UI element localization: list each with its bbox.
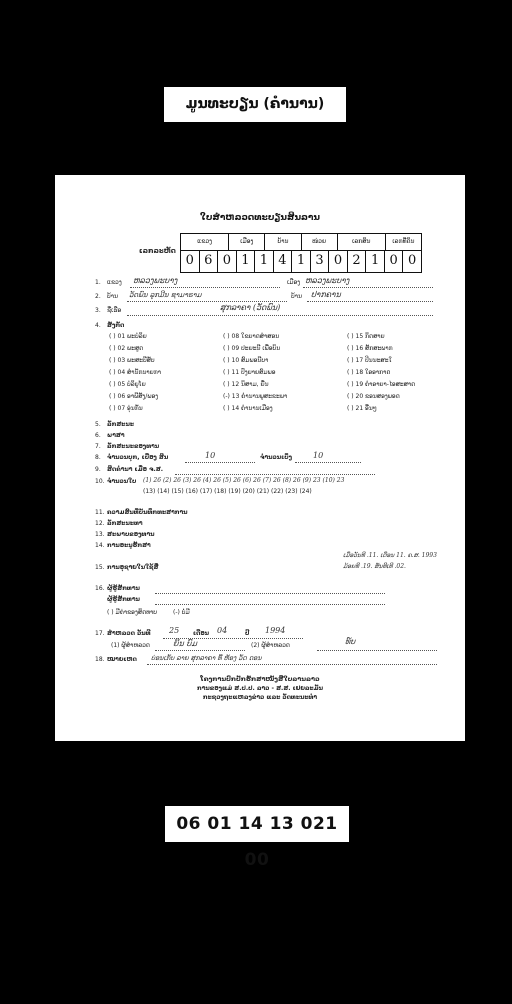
category-item: ( ) 02 ພະສູດ bbox=[109, 345, 144, 352]
row-7-number: 7. bbox=[95, 443, 101, 450]
category-item: ( ) 15 ກິດສາຍ bbox=[347, 333, 385, 340]
grid-digit: 0 bbox=[181, 250, 200, 272]
remarks-line bbox=[147, 664, 437, 665]
category-item: ( ) 12 ນິສາມ, ຍື່ນ bbox=[223, 381, 269, 388]
row-15-date-2: ມ້ອຍທີ .19. ສັນທີເທີ .02. bbox=[343, 563, 406, 570]
grid-digit: 0 bbox=[385, 250, 404, 272]
row-10-value: (1) 26 (2) 26 (3) 26 (4) 26 (5) 26 (6) 26 (7) 26 (8) 26 (9) 23 (10) 23 bbox=[143, 477, 345, 484]
row-9-label: ສິດຄຳນາ ເມື່ອ ຈ.ສ. bbox=[107, 466, 163, 473]
grid-header-land: ເລກທີ່ດິນ bbox=[392, 238, 415, 245]
survey-year-label: ປີ bbox=[245, 630, 250, 637]
grid-header-district: ເມືອງ bbox=[229, 234, 265, 250]
row-18-label: ໝາຍເຫດ bbox=[107, 656, 137, 663]
survey-form-page bbox=[55, 175, 465, 741]
row-18-number: 18. bbox=[95, 656, 105, 663]
row-16-number: 16. bbox=[95, 585, 105, 592]
row-1-label: ແຂວງ bbox=[107, 279, 122, 286]
row-2-line-2 bbox=[307, 301, 433, 302]
grid-header-village: ບ້ານ bbox=[265, 234, 301, 250]
surveyor-2-line bbox=[317, 650, 437, 651]
surveyor-1-signature: ຍິນ ບົມ bbox=[173, 639, 197, 648]
footer-line-2: ການຂອງແມ່ ສ.ປ.ປ. ລາວ - ສ.ສ. ເຢຍລະມັນ bbox=[196, 685, 324, 692]
grid-digit: 3 bbox=[311, 250, 330, 272]
grid-digit: 0 bbox=[408, 253, 417, 268]
category-item: ( ) 11 ປົງຍາຍສົມພອ bbox=[223, 369, 276, 376]
grid-header-number: ເລກສິນ bbox=[338, 234, 386, 250]
row-15-label: ການອຸຊາຍໃນໃຊ້ສື່ bbox=[107, 564, 159, 571]
survey-day: 25 bbox=[169, 626, 180, 635]
grid-header-province: ແຂວງ bbox=[181, 234, 229, 250]
row-3-label: ຊື່ເຮືອ bbox=[107, 307, 122, 314]
row-10-number: 10. bbox=[95, 478, 105, 485]
row-13-number: 13. bbox=[95, 531, 105, 538]
surveyor-2-signature: ທ໌ບ bbox=[345, 637, 356, 646]
row-7-label: ລັກສະນະຂອງທານ bbox=[107, 443, 160, 450]
category-item: ( ) 16 ສັກສະພາກ bbox=[347, 345, 393, 352]
category-item: ( ) 06 ອາພີສັງ/ພອງ bbox=[109, 393, 159, 400]
code-label: ເລກລະຫັດ bbox=[139, 247, 176, 255]
row-2-village-label: ບ້ານ bbox=[291, 293, 302, 300]
row-3-number: 3. bbox=[95, 307, 101, 314]
row-11-label: ຄວາມສົນທີ່ບັນທຶກທະສາການ bbox=[107, 509, 188, 516]
row-8-line-2 bbox=[295, 462, 361, 463]
row-8-number: 8. bbox=[95, 454, 101, 461]
grid-digit: 2 bbox=[348, 250, 367, 272]
grid-digit: 4 bbox=[274, 250, 293, 272]
row-16-option-a: ( ) ມີຄ່າຂອງສິດທາບ bbox=[107, 609, 158, 616]
category-item: ( ) 18 ໃອອາກາດ bbox=[347, 369, 391, 376]
row-3-value: ສຸກລາຄາ (ວັດພົນ) bbox=[220, 303, 281, 312]
row-1-province-value: ຫລວງພະບາງ bbox=[133, 276, 178, 285]
row-9-line bbox=[175, 474, 375, 475]
survey-month-label: ເດືອນ bbox=[193, 630, 210, 637]
category-item: ( ) 21 ອື່ນໆ bbox=[347, 405, 377, 412]
row-8-line bbox=[185, 462, 255, 463]
category-item: ( ) 05 ບໍລິຍູໂຍ bbox=[109, 381, 146, 388]
row-8-count-label: ຈຳນວນເບິ່ງ bbox=[260, 454, 293, 461]
grid-digit: 1 bbox=[292, 250, 311, 272]
row-14-number: 14. bbox=[95, 542, 105, 549]
row-4-label: ສັງກັດ bbox=[107, 322, 125, 329]
row-1-district-value: ຫລວງພະບາງ bbox=[305, 276, 350, 285]
category-item: ( ) 08 ໃຂຍາດສຳສອນ bbox=[223, 333, 280, 340]
row-11-number: 11. bbox=[95, 509, 105, 516]
row-15-date: ເມື່ອວັນທີ .11. ເດືອນ 11. ຄ.ສ. 1993 bbox=[343, 552, 437, 559]
row-12-label: ລັກສະນະທາ bbox=[107, 520, 143, 527]
category-item: ( ) 17 ປິນນະສະໃ bbox=[347, 357, 392, 364]
survey-year: 1994 bbox=[265, 626, 286, 635]
category-item: ( ) 09 ປະຍະນີ ເພື່ອບິນ bbox=[223, 345, 281, 352]
row-16-label: ຜູ້ຮູ້ສັກທານ bbox=[107, 585, 140, 592]
row-17-label: ສຳຫລວດ ວັນທີ bbox=[107, 630, 151, 637]
row-1-line bbox=[130, 287, 280, 288]
grid-digit: 1 bbox=[366, 250, 385, 272]
row-15-number: 15. bbox=[95, 564, 105, 571]
row-1-line-2 bbox=[303, 287, 433, 288]
grid-digit: 0 bbox=[218, 250, 237, 272]
row-10-label: ຈຳນວນໃບ bbox=[107, 478, 137, 485]
grid-digit: 0 bbox=[329, 250, 348, 272]
row-16-label-b: ຜູ້ຮູ້ສັກທານ bbox=[107, 596, 140, 603]
category-item: ( ) 01 ພະບໍລິຍ bbox=[109, 333, 147, 340]
grid-digit: 1 bbox=[255, 250, 274, 272]
row-8-count-value: 10 bbox=[313, 451, 324, 460]
row-6-number: 6. bbox=[95, 432, 101, 439]
code-grid bbox=[180, 233, 422, 273]
grid-digit: 1 bbox=[237, 250, 256, 272]
category-item: ( ) 03 ພະສະບີສັບ bbox=[109, 357, 155, 364]
row-8-label: ຈຳນວນບຸກ, ເບື່ອງ ສິນ bbox=[107, 454, 169, 461]
category-item: (-) 13 ຄຳນານພູສະຂະພາ bbox=[223, 393, 288, 400]
row-17-number: 17. bbox=[95, 630, 105, 637]
row-2-label: ບ້ານ bbox=[107, 293, 118, 300]
row-13-label: ສະພາບຂອງທານ bbox=[107, 531, 155, 538]
survey-month: 04 bbox=[217, 626, 228, 635]
category-item: ( ) 19 ຄຳອາຍາ-ໄອສະສາດ bbox=[347, 381, 416, 388]
row-4-number: 4. bbox=[95, 322, 101, 329]
surveyor-1-label: (1) ຜູ້ສຳຫລວດ bbox=[111, 642, 150, 649]
row-2-number: 2. bbox=[95, 293, 101, 300]
row-12-number: 12. bbox=[95, 520, 105, 527]
row-16-line-2 bbox=[155, 604, 385, 605]
form-title: ໃບສຳຫລວດທະບຽນສິນລານ bbox=[200, 213, 320, 223]
row-9-number: 9. bbox=[95, 466, 101, 473]
row-3-line bbox=[127, 315, 433, 316]
code-grid-digits bbox=[181, 250, 421, 272]
grid-header-unit: ໜ່ວຍ bbox=[302, 234, 338, 250]
row-5-label: ລັກສະນະ bbox=[107, 421, 134, 428]
footer-line-1: ໂຄງການປົກປັກຮັກສາໜັງສືໃບລານລາວ bbox=[200, 675, 320, 683]
archive-code-label: 06 01 14 13 021 00 bbox=[165, 806, 349, 842]
category-item: ( ) 07 ອຸ່ນກັນ bbox=[109, 405, 143, 412]
row-2-value: ວັດພົນ ລູກມີນ ຊາມາຣາມ bbox=[129, 291, 202, 299]
row-1-number: 1. bbox=[95, 279, 101, 286]
row-6-label: ພາສາ bbox=[107, 432, 125, 439]
code-grid-header bbox=[181, 234, 421, 251]
remarks-value: ບ່ອນເກັບ ລາຍ ສຸກລາຄາ ທີ່ ຫ້ອງ ວັດ ດອນ bbox=[151, 654, 262, 662]
row-5-number: 5. bbox=[95, 421, 101, 428]
row-2-line bbox=[127, 301, 287, 302]
category-item: ( ) 14 ຄຳນານເມືອງ bbox=[223, 405, 273, 412]
category-item: ( ) 20 ຂອນສອງພອດ bbox=[347, 393, 400, 400]
surveyor-1-line bbox=[155, 650, 245, 651]
row-14-label: ການອະນູຮັກສາ bbox=[107, 542, 151, 549]
category-item: ( ) 04 ສຳນັກນາຍກາ bbox=[109, 369, 162, 376]
row-8-value: 10 bbox=[205, 451, 216, 460]
row-16-option-b: (-) ບໍ່ມີ bbox=[173, 609, 190, 616]
row-1-district-label: ເມືອງ bbox=[287, 279, 301, 286]
surveyor-2-label: (2) ຜູ້ສຳຫລວດ bbox=[251, 642, 290, 649]
row-2-village-value: ປາກຄານ bbox=[311, 290, 341, 299]
grid-digit: 6 bbox=[200, 250, 219, 272]
category-item: ( ) 10 ສົມພອນີບາ bbox=[223, 357, 269, 364]
collection-label: ມູນທະບຽນ (ຄຳນານ) bbox=[164, 87, 346, 122]
row-10-columns: (13) (14) (15) (16) (17) (18) (19) (20) (21) (22) (23) (24) bbox=[143, 488, 312, 495]
footer-line-3: ກະຊວງຖະແຫລງຂ່າວ ແລະ ວັດທະນະທຳ bbox=[202, 694, 318, 701]
row-16-line bbox=[155, 593, 385, 594]
